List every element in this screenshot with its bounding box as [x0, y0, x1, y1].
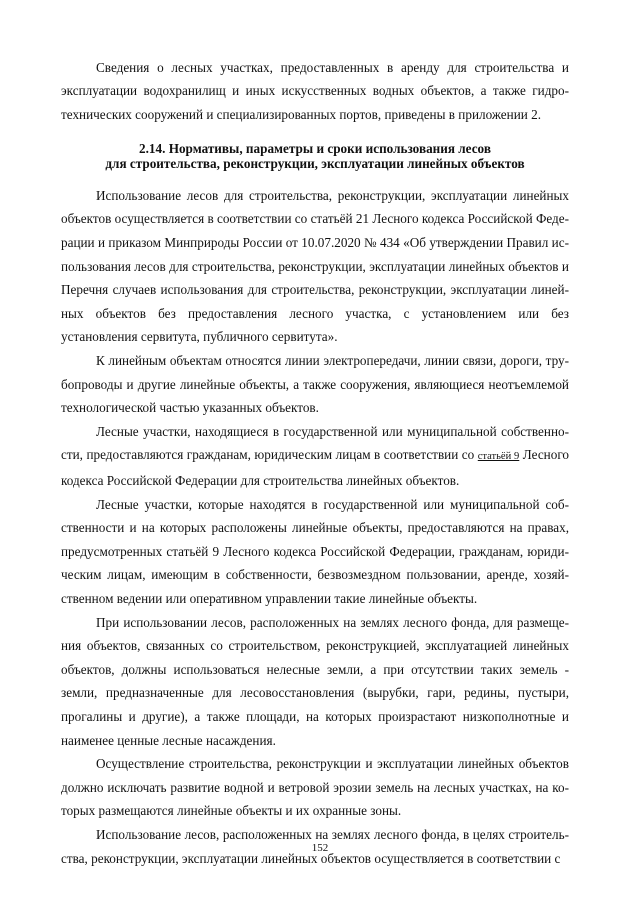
section-heading-line-2: для строительства, реконструкции, эксплуатации линейных объектов [105, 156, 525, 172]
paragraph-3-text-end: Лесного кодекса Российской Федерации для строительства линейных объектов. [61, 447, 570, 489]
section-heading-line-1: 2.14. Нормативы, параметры и сроки использования лесов [139, 140, 491, 156]
paragraph-3 [61, 420, 569, 493]
article-9-link[interactable]: статьёй 9 [477, 451, 520, 463]
page-content [61, 56, 569, 870]
paragraph-6: Осуществление строительства, реконструкции и эксплуатации линейных объектов должно исключать развитие водной и ветровой эрозии земель на лесных участках, на ко- торых размещаются линейные объекты и их охранные зоны. [61, 756, 569, 819]
page-number: 152 [311, 842, 329, 854]
paragraph-7: Использование лесов, расположенных на землях лесного фонда, в целях строитель- ства, реконструкции, эксплуатации линейных объектов осуществляется в соответствии с [61, 826, 569, 866]
intro-paragraph: Сведения о лесных участках, предоставленных в аренду для строительства и эксплуатации водохранилищ и иных искусственных водных объектов, а также гидро- технических сооружений и специализированных портов, приведены в приложении 2. [61, 60, 569, 122]
paragraph-1: Использование лесов для строительства, реконструкции, эксплуатации линейных объектов осуществляется в соответствии со статьёй 21 Лесного кодекса Российской Феде- рации и приказом Минприроды России от 10.07.2020 № 434 «Об утверждении Правил ис- пользования лесов для строительства, реконструкции, эксплуатации линейных объектов и Перечня случаев использования для строительства, реконструкции, эксплуатации линей- ных объектов без предоставления лесного участка, с установлением или без установления сервитута, публичного сервитута». [61, 187, 569, 345]
paragraph-4: Лесные участки, которые находятся в государственной или муниципальной соб- ственности и на которых расположены линейные объекты, предоставляются на правах, предусмотренных статьёй 9 Лесного кодекса Российской Федерации, гражданам, юриди- ческим лицам, имеющим в собственности, безвозмездном пользовании, аренде, хозяй- ственном ведении или оперативном управлении такие линейные объекты. [61, 496, 569, 606]
paragraph-2: К линейным объектам относятся линии электропередачи, линии связи, дороги, тру- бопроводы и другие линейные объекты, а также сооружения, являющиеся неотъемлемой технологической частью указанных объектов. [61, 353, 569, 416]
section-heading [61, 141, 569, 172]
paragraph-5: При использовании лесов, расположенных на землях лесного фонда, для размеще- ния объектов, связанных со строительством, реконструкцией, эксплуатацией линейных объектов, должны использоваться нелесные земли, а при отсутствии таких земель - земли, предназначенные для лесовосстановления (вырубки, гари, редины, пустыри, прогалины и другие), а также площади, на которых произрастают низкополнотные и наименее ценные лесные насаждения. [61, 614, 569, 748]
paragraph-3-text-start: Лесные участки, находящиеся в государственной или муниципальной собственно- сти, предоставляются гражданам, юридическим лицам в соответствии со [61, 423, 569, 463]
